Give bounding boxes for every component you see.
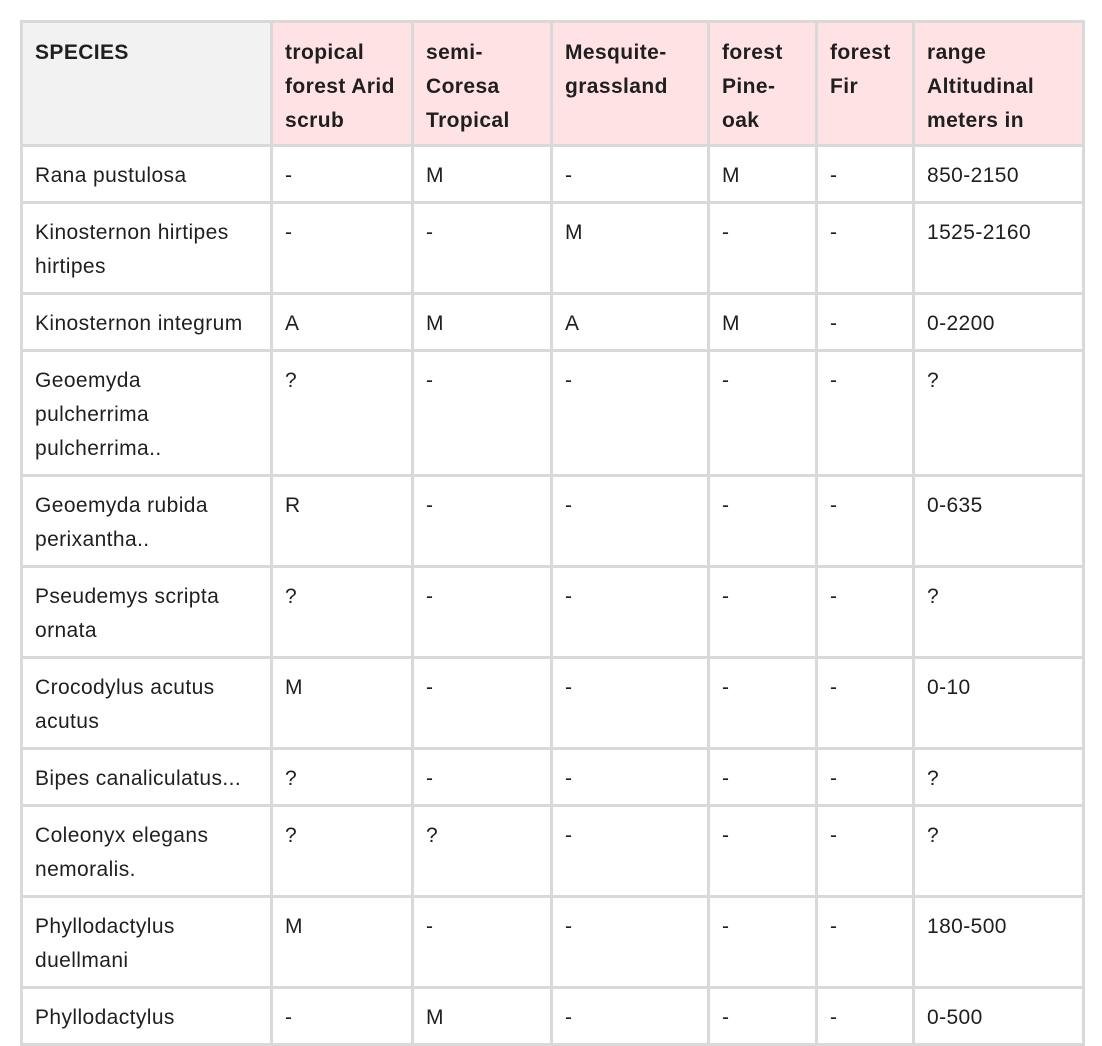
cell-pine-oak-forest: M — [709, 146, 817, 203]
cell-arid-scrub: ? — [272, 567, 413, 658]
cell-arid-scrub: ? — [272, 806, 413, 897]
cell-fir-forest: - — [817, 806, 914, 897]
cell-mesquite-grassland: A — [552, 294, 709, 351]
cell-mesquite-grassland: - — [552, 897, 709, 988]
cell-altitudinal-range: ? — [914, 351, 1084, 476]
table-row — [22, 203, 1084, 294]
cell-arid-scrub: - — [272, 146, 413, 203]
cell-mesquite-grassland: - — [552, 567, 709, 658]
cell-mesquite-grassland: - — [552, 806, 709, 897]
cell-tropical-semi: - — [413, 476, 552, 567]
cell-tropical-semi: M — [413, 988, 552, 1045]
cell-pine-oak-forest: - — [709, 897, 817, 988]
table-row — [22, 897, 1084, 988]
column-header-arid-scrub: tropical forest Arid scrub — [272, 22, 413, 146]
table-row — [22, 294, 1084, 351]
cell-pine-oak-forest: M — [709, 294, 817, 351]
cell-altitudinal-range: 0-10 — [914, 658, 1084, 749]
cell-altitudinal-range: 1525-2160 — [914, 203, 1084, 294]
cell-fir-forest: - — [817, 897, 914, 988]
cell-species: Geoemyda pulcherrima pulcherrima.. — [22, 351, 272, 476]
cell-altitudinal-range: 0-2200 — [914, 294, 1084, 351]
cell-pine-oak-forest: - — [709, 567, 817, 658]
cell-altitudinal-range: 850-2150 — [914, 146, 1084, 203]
column-header-altitudinal-range: range Altitudinal meters in — [914, 22, 1084, 146]
cell-tropical-semi: - — [413, 567, 552, 658]
cell-altitudinal-range: 180-500 — [914, 897, 1084, 988]
cell-arid-scrub: ? — [272, 749, 413, 806]
cell-species: Kinosternon hirtipes hirtipes — [22, 203, 272, 294]
cell-fir-forest: - — [817, 294, 914, 351]
cell-tropical-semi: M — [413, 146, 552, 203]
cell-fir-forest: - — [817, 658, 914, 749]
cell-mesquite-grassland: - — [552, 146, 709, 203]
cell-species: Coleonyx elegans nemoralis. — [22, 806, 272, 897]
cell-arid-scrub: ? — [272, 351, 413, 476]
cell-altitudinal-range: ? — [914, 567, 1084, 658]
column-header-species: SPECIES — [22, 22, 272, 146]
cell-species: Crocodylus acutus acutus — [22, 658, 272, 749]
cell-pine-oak-forest: - — [709, 658, 817, 749]
cell-arid-scrub: R — [272, 476, 413, 567]
column-header-tropical-semi: semi- Coresa Tropical — [413, 22, 552, 146]
species-habitat-table — [20, 20, 1085, 1046]
table-row — [22, 567, 1084, 658]
cell-altitudinal-range: 0-500 — [914, 988, 1084, 1045]
cell-tropical-semi: - — [413, 897, 552, 988]
cell-tropical-semi: M — [413, 294, 552, 351]
cell-species: Rana pustulosa — [22, 146, 272, 203]
table-row — [22, 658, 1084, 749]
table-row — [22, 749, 1084, 806]
cell-mesquite-grassland: M — [552, 203, 709, 294]
cell-arid-scrub: M — [272, 658, 413, 749]
cell-tropical-semi: - — [413, 658, 552, 749]
header-row — [22, 22, 1084, 146]
cell-mesquite-grassland: - — [552, 988, 709, 1045]
cell-species: Phyllodactylus — [22, 988, 272, 1045]
cell-arid-scrub: M — [272, 897, 413, 988]
table-row — [22, 351, 1084, 476]
table-row — [22, 806, 1084, 897]
cell-mesquite-grassland: - — [552, 351, 709, 476]
cell-pine-oak-forest: - — [709, 749, 817, 806]
cell-species: Geoemyda rubida perixantha.. — [22, 476, 272, 567]
table-header — [22, 22, 1084, 146]
cell-fir-forest: - — [817, 351, 914, 476]
species-table-container — [20, 20, 1082, 1046]
cell-species: Pseudemys scripta ornata — [22, 567, 272, 658]
cell-pine-oak-forest: - — [709, 203, 817, 294]
cell-tropical-semi: ? — [413, 806, 552, 897]
cell-mesquite-grassland: - — [552, 658, 709, 749]
column-header-mesquite-grassland: Mesquite- grassland — [552, 22, 709, 146]
cell-arid-scrub: A — [272, 294, 413, 351]
table-body — [22, 146, 1084, 1045]
cell-species: Phyllodactylus duellmani — [22, 897, 272, 988]
cell-tropical-semi: - — [413, 351, 552, 476]
cell-mesquite-grassland: - — [552, 476, 709, 567]
table-row — [22, 988, 1084, 1045]
cell-arid-scrub: - — [272, 988, 413, 1045]
cell-pine-oak-forest: - — [709, 476, 817, 567]
cell-altitudinal-range: 0-635 — [914, 476, 1084, 567]
cell-species: Kinosternon integrum — [22, 294, 272, 351]
cell-fir-forest: - — [817, 476, 914, 567]
cell-fir-forest: - — [817, 988, 914, 1045]
cell-pine-oak-forest: - — [709, 988, 817, 1045]
cell-fir-forest: - — [817, 146, 914, 203]
cell-fir-forest: - — [817, 567, 914, 658]
table-row — [22, 146, 1084, 203]
cell-tropical-semi: - — [413, 749, 552, 806]
cell-pine-oak-forest: - — [709, 351, 817, 476]
column-header-fir-forest: forest Fir — [817, 22, 914, 146]
table-row — [22, 476, 1084, 567]
cell-pine-oak-forest: - — [709, 806, 817, 897]
cell-arid-scrub: - — [272, 203, 413, 294]
cell-altitudinal-range: ? — [914, 806, 1084, 897]
cell-mesquite-grassland: - — [552, 749, 709, 806]
cell-fir-forest: - — [817, 749, 914, 806]
cell-species: Bipes canaliculatus... — [22, 749, 272, 806]
cell-altitudinal-range: ? — [914, 749, 1084, 806]
column-header-pine-oak-forest: forest Pine- oak — [709, 22, 817, 146]
cell-tropical-semi: - — [413, 203, 552, 294]
cell-fir-forest: - — [817, 203, 914, 294]
